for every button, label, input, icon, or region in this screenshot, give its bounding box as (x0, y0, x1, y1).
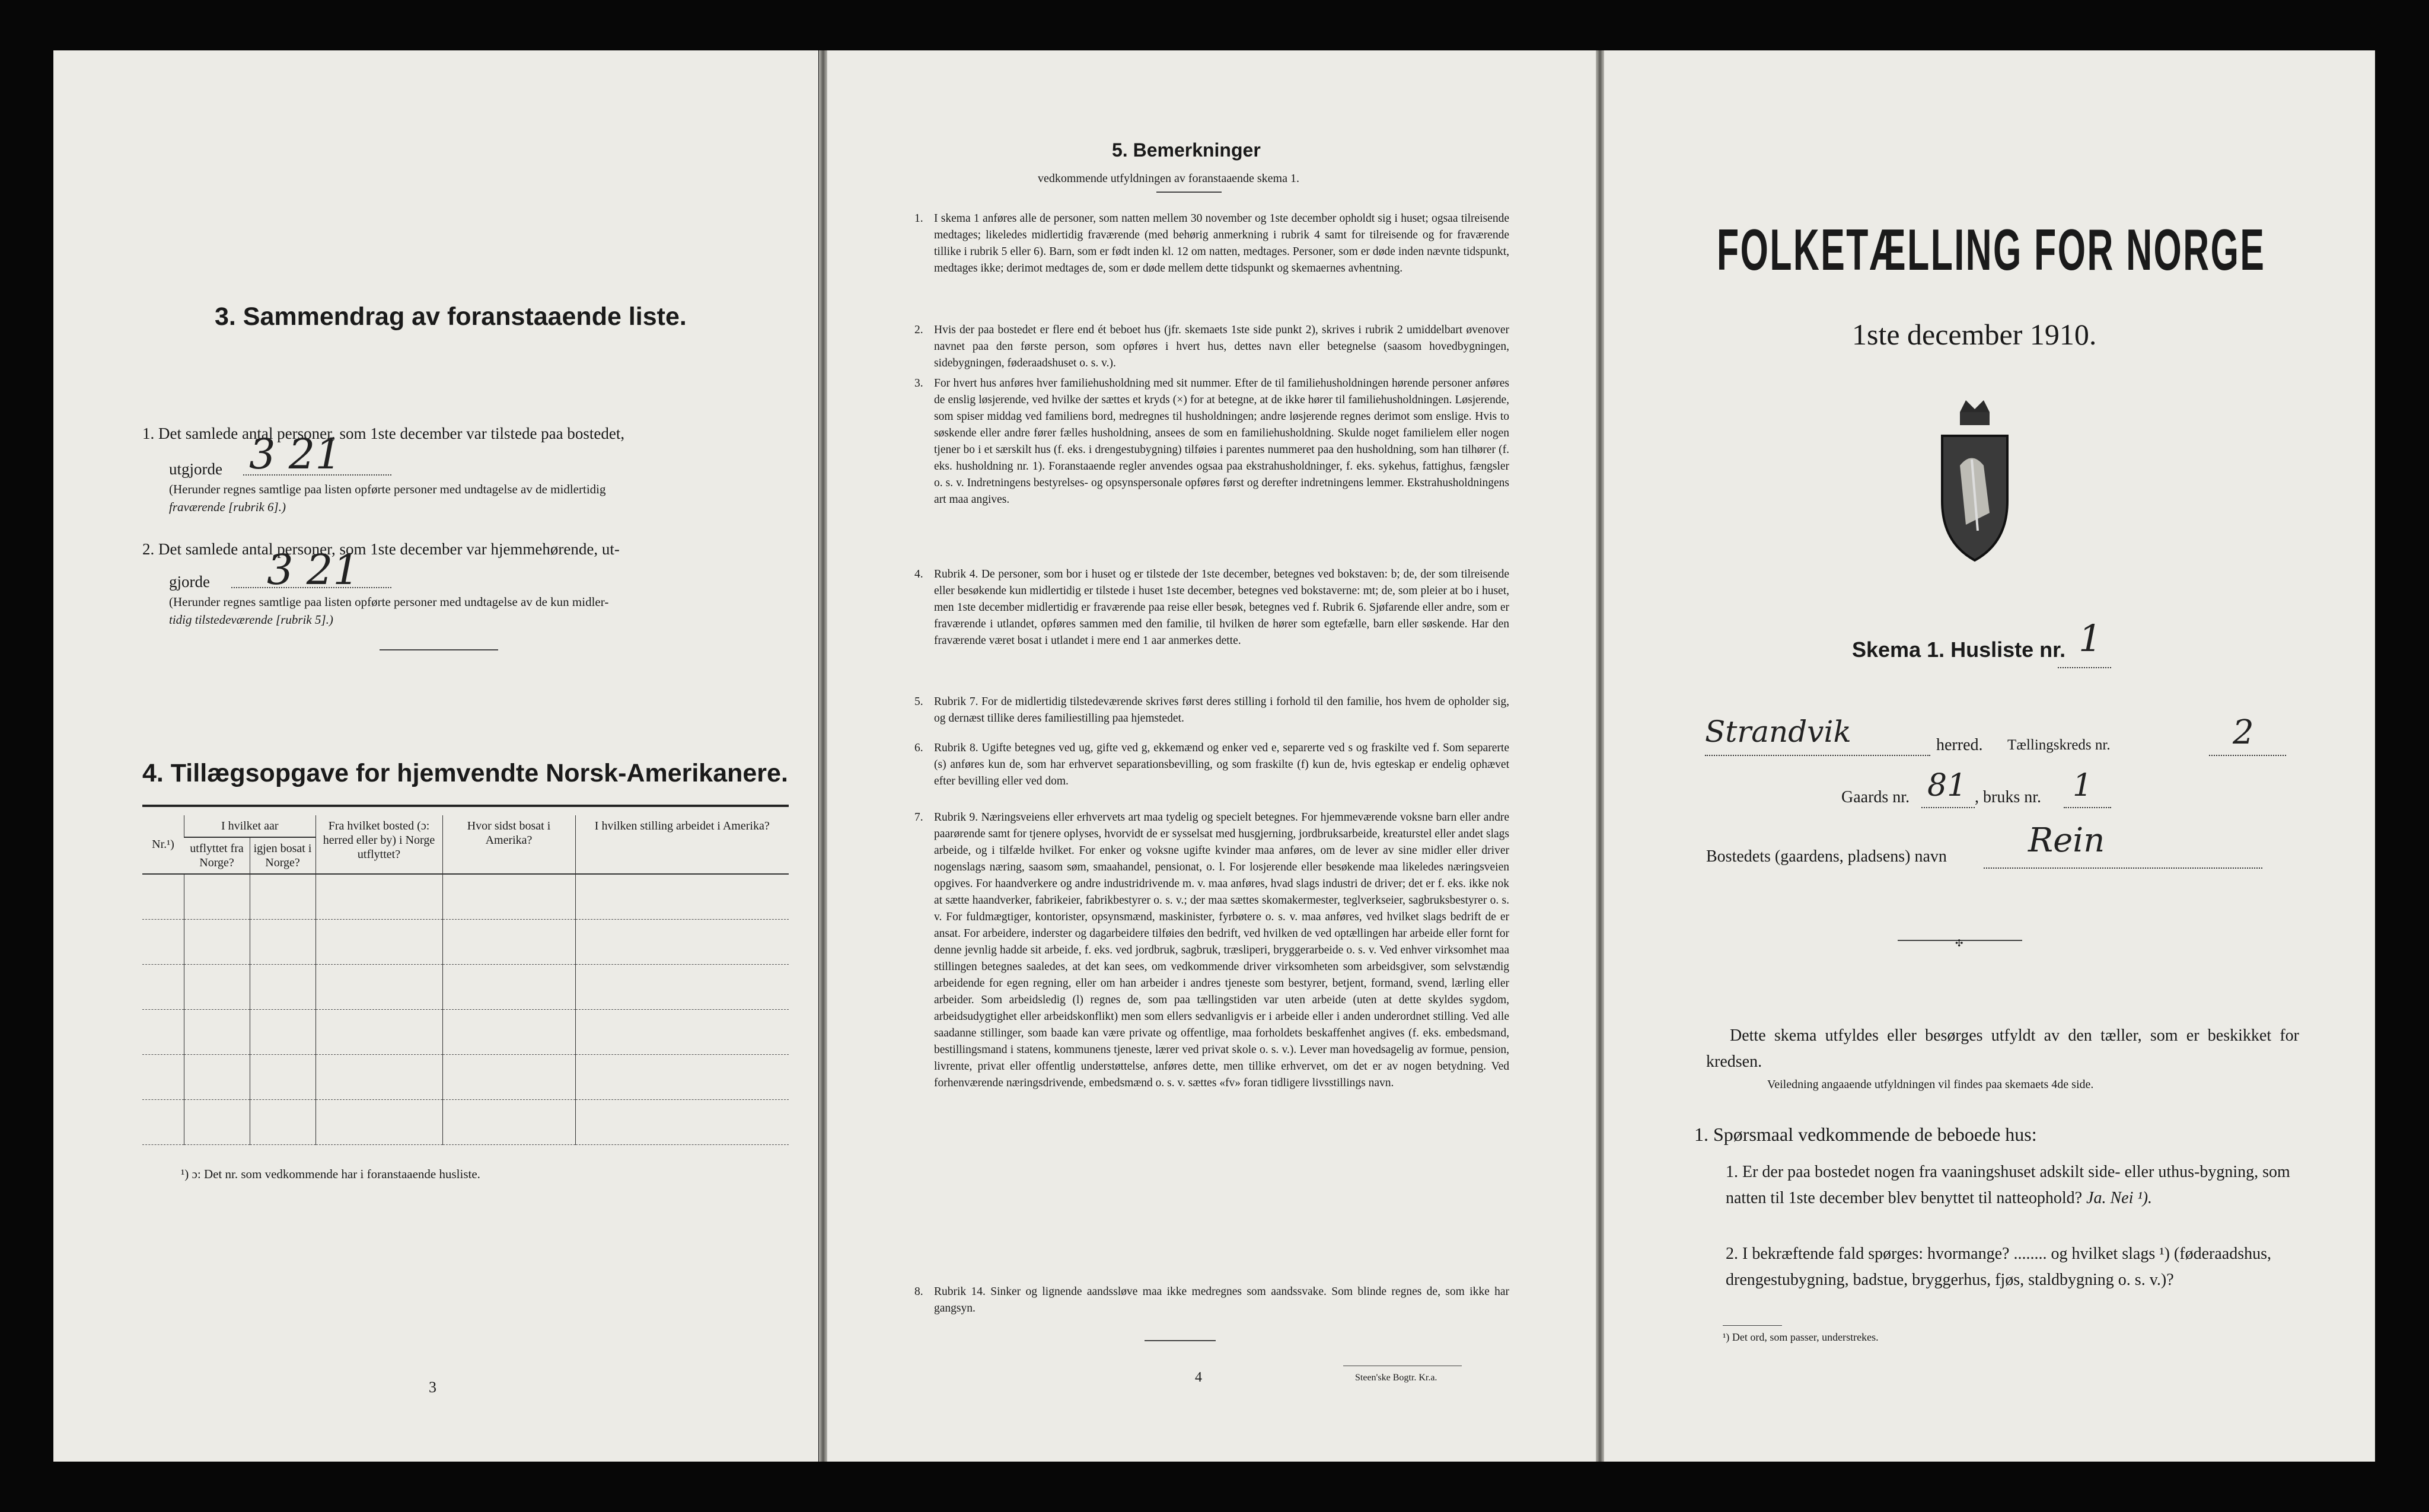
spine-left (819, 50, 827, 1462)
col-igjen-bosat: igjen bosat i Norge? (250, 837, 315, 874)
skema-hand: 1 (2079, 617, 2102, 660)
section3-title: 3. Sammendrag av foranstaaende liste. (215, 302, 687, 331)
bosted-label: Bostedets (gaardens, pladsens) navn (1706, 847, 1947, 866)
remark-1: 1. I skema 1 anføres alle de personer, som natten mellem 30 november og 1ste december opholdt sig i huset; ogsaa tilreisende medtages; likeledes midlertidig fraværende (med behørig anmerkning i rubrik 4 samt for tilreisende og for fraværende tillike i rubrik 5 eller 6). Barn, som er født inden kl. 12 om natten, medtages. Personer, som er døde inden nævnte tidspunkt, medtages ikke; derimot medtages de, som er døde mellem dette tidspunkt og skemaernes avhentning. (914, 212, 1509, 275)
table-row (142, 1100, 789, 1145)
question-1 (1726, 1159, 2301, 1211)
remark-4: 4. Rubrik 4. De personer, som bor i huset og er tilstede der 1ste december, betegnes ved bokstaven: b; de, der som tilreisende eller besøkende kun midlertidig er tilstede i huset 1ste december, betegnes ved bokstaverne: mt; de, som pleier at bo i huset, men 1ste december midlertidig er fraværende paa reise eller besøk, betegnes ved f. Rubrik 6. Sjøfarende eller andre, som er fraværende i utlandet, opføres sammen med den familie, til hvilken de hører som egtefælle, barn eller søskende. Har den fraværende været bosat i utlandet i mere end 1 aar anmerkes dette. (914, 568, 1509, 647)
item2-line: 2. Det samlede antal personer, som 1ste december var hjemmehørende, ut- (142, 540, 620, 558)
herred-hand: Strandvik (1705, 714, 1851, 749)
intro-note: Veiledning angaaende utfyldningen vil findes paa skemaets 4de side. (1767, 1078, 2094, 1091)
item2-note-1: (Herunder regnes samtlige paa listen opførte personer med undtagelse av de kun midler- (169, 595, 609, 609)
bemerkninger-subtitle: vedkommende utfyldningen av foranstaaende skema 1. (1038, 172, 1299, 185)
item1-note-2: fraværende [rubrik 6].) (169, 500, 286, 514)
col-amerika: Hvor sidst bosat i Amerika? (442, 815, 575, 874)
item1-line: 1. Det samlede antal personer, som 1ste december var tilstede paa bostedet, (142, 425, 625, 442)
printer-mark: Steen'ske Bogtr. Kr.a. (1355, 1373, 1437, 1383)
kreds-dotted (2209, 755, 2286, 756)
census-title: FOLKETÆLLING FOR NORGE (1717, 217, 2266, 282)
end-rule (1145, 1340, 1216, 1341)
herred-dotted (1705, 755, 1930, 756)
table-row (142, 1055, 789, 1100)
page-left (53, 50, 818, 1462)
col-nr: Nr.¹) (152, 838, 174, 851)
remark-2: 2. Hvis der paa bostedet er flere end ét beboet hus (jfr. skemaets 1ste side punkt 2), skrives i rubrik 2 umiddelbart øvenover navnet paa den første person, som opføres i hvert hus, dettes navn eller betegnelse (saasom hovedbygningen, sidebygningen, føderaadshuset o. s. v.). (914, 324, 1509, 369)
remark-7: 7. Rubrik 9. Næringsveiens eller erhvervets art maa tydelig og specielt betegnes. For hjemmeværende voksne barn eller andre paarørende samt for tjenere oplyses, hvorvidt de er sysselsat med husgjerning, jordbruksarbeide, kreaturstel eller andet slags arbeide, og i tilfælde hvilket. For enker og voksne ugifte kvinder maa anføres, om de lever av sine midler eller driver nogenslags næring, saasom søm, smaahandel, pensionat, o. l. For losjerende eller besøkende maa likeledes næringsveien opgives. For haandverkere og andre industridrivende m. v. maa anføres, hvad slags industri de driver; det er f. eks. ikke nok at sætte haandverker, fabrikeier, fabrikbestyrer o. s. v.; der maa sættes skomakermester, teglverkseier, sagbruksbestyrer o. s. v. For fuldmægtiger, kontorister, opsynsmænd, maskinister, fyrbøtere o. s. v. maa anføres, ved hvilket slags bedrift de er ansat. For arbeidere, inderster og dagarbeidere tilføies den bedrift, ved hvilken de ved optællingen har arbeide eller fornt for denne jevnlig hadde sit arbeide, f. eks. ved jordbruk, sagbruk, træsliperi, bryggerarbeide o. s. v. Ved enhver virksomhet maa stillingen betegnes saaledes, at det kan sees, om vedkommende driver virksomheten som arbeidsgiver, som selvstændig arbeidende for egen regning, eller om han arbeider i andres tjeneste som bestyrer, betjent, formand, svend, lærling eller arbeider. Som arbeidsledig (l) regnes de, som paa tællingstiden var uten arbeide (uten at dette skyldes sygdom, arbeidsudygtighet eller arbeidskonflikt) men som ellers sedvanligvis er i arbeide eller i anden underordnet stilling. Ved alle saadanne stillinger, som baade kan være private og offentlige, maa forholdets beskaffenhet angives (f. eks. embedsmand, bestillingsmand i statens, kommunens tjeneste, lærer ved privat skole o. s. v.). Lever man hovedsagelig av formue, pension, livrente, privat eller offentlig understøttelse, anføres dette, men tillike erhvervet, om det er av nogen betydning. Ved forhenværende næringsdrivende, embedsmænd o. s. v. sættes «fv» foran tidligere livsstillings navn. (914, 811, 1509, 1089)
table-footnote: ¹) ɔ: Det nr. som vedkommende har i foranstaaende husliste. (181, 1167, 480, 1181)
remark-5: 5. Rubrik 7. For de midlertidig tilstedeværende skrives først deres stilling i forhold til den familie, hos hvem de opholder sig, og dernæst tillike deres familiestilling paa hjemstedet. (914, 696, 1509, 725)
census-date: 1ste december 1910. (1852, 318, 2097, 351)
table-row (142, 1010, 789, 1055)
item2-handwriting: 3 21 (267, 546, 359, 594)
table-row (142, 874, 789, 920)
spine-right (1596, 50, 1604, 1462)
bruks-dotted (2064, 807, 2111, 808)
gaards-dotted (1921, 807, 1975, 808)
ornament-icon: ✣ (1955, 939, 1963, 949)
skema-dotted (2058, 667, 2111, 668)
item2-note-2: tidig tilstedeværende [rubrik 5].) (169, 613, 333, 627)
remark-6: 6. Rubrik 8. Ugifte betegnes ved ug, gifte ved g, ekkemænd og enker ved e, separerte ved s og fraskilte ved f. Som separerte (s) anføres kun de, som har erhvervet separationsbevilling, og som fraskilte (f) kun de, hvis egteskap er endelig ophævet efter bevilling eller ved dom. (914, 742, 1509, 787)
table-row (142, 965, 789, 1010)
kreds-label: Tællingskreds nr. (2007, 737, 2111, 753)
item2-dotted-line (231, 587, 391, 588)
table-top-rule (142, 805, 789, 807)
norway-coat-of-arms (1936, 394, 2013, 566)
intro-text: Dette skema utfyldes eller besørges utfyldt av den tæller, som er beskikket for kredsen. (1706, 1026, 2299, 1071)
section4-title: 4. Tillægsopgave for hjemvendte Norsk-Amerikanere. (142, 759, 788, 787)
page-middle (827, 50, 1598, 1462)
section3-item1 (142, 418, 795, 449)
question-1-answer[interactable]: Ja. Nei ¹). (2086, 1189, 2153, 1207)
question-heading: 1. Spørsmaal vedkommende de beboede hus: (1694, 1124, 2037, 1145)
page-right (1604, 50, 2375, 1462)
gaards-label: Gaards nr. (1841, 788, 1910, 806)
bemerkninger-title: 5. Bemerkninger (1112, 139, 1261, 161)
item1-handwriting: 3 21 (249, 430, 342, 479)
question-2: 2. I bekræftende fald spørges: hvormange? ........ og hvilket slags ¹) (føderaadshus, drengestubygning, badstue, bryggerhus, fjøs, staldbygning o. s. v.)? (1726, 1245, 2271, 1289)
bruks-hand: 1 (2073, 768, 2093, 803)
col-utflyttet: utflyttet fra Norge? (190, 842, 244, 869)
divider (380, 649, 498, 650)
right-footnote: ¹) Det ord, som passer, understrekes. (1723, 1331, 1879, 1343)
subtitle-rule (1156, 192, 1222, 193)
footnote-rule (1723, 1325, 1782, 1326)
bosted-hand: Rein (2028, 821, 2105, 860)
question-1-text: 1. Er der paa bostedet nogen fra vaaningshuset adskilt side- eller uthus-bygning, som natten til 1ste december blev benyttet til natteophold? (1726, 1163, 2290, 1207)
remark-3: 3. For hvert hus anføres hver familiehusholdning med sit nummer. Efter de til familiehusholdningen hørende personer anføres de enslig løsjerende, ved hvilke der sættes et kryds (×) for at betegne, at de ikke hører til familiehusholdningen. Løsjerende, som spiser middag ved familiens bord, medregnes til husholdningen; andre løsjerende regnes derimot som enslige. Hvis to søskende eller andre fører fælles husholdning, ansees de som en familiehusholdning. Skulde noget familielem eller nogen tjener bo i et særskilt hus (f. eks. i drengestubygning) tilføies i parentes nummeret paa den husholdning, som han tilhører (f. eks. husholdning nr. 1). Foranstaaende regler anvendes ogsaa paa ekstrahusholdninger, f. eks. sykehus, fattighus, fængsler o. s. v. Indretningens bestyrelses- og opsynspersonale opføres først og derefter indretningens lemmer. Ekstrahusholdningens art maa angives. (914, 377, 1509, 506)
skema-label: Skema 1. Husliste nr. (1852, 637, 2066, 662)
col-stilling: I hvilken stilling arbeidet i Amerika? (575, 815, 789, 874)
bruks-label: , bruks nr. (1975, 788, 2041, 806)
page-number-3: 3 (429, 1379, 436, 1396)
herred-label: herred. (1936, 736, 1983, 754)
item1-label: utgjorde (169, 460, 222, 478)
bosted-dotted (1984, 867, 2262, 869)
item1-dotted-line (243, 474, 391, 476)
col-group-year: I hvilket aar (184, 815, 316, 837)
kreds-hand: 2 (2233, 713, 2254, 752)
gaards-hand: 81 (1927, 768, 1967, 803)
item1-note-1: (Herunder regnes samtlige paa listen opførte personer med undtagelse av de midlertidig (169, 482, 606, 496)
remark-8: 8. Rubrik 14. Sinker og lignende aandssløve maa ikke medregnes som aandssvake. Som blinde regnes de, som ikke har gangsyn. (914, 1285, 1509, 1315)
page-number-4: 4 (1195, 1370, 1202, 1385)
col-bosted: Fra hvilket bosted (ɔ: herred eller by) i Norge utflyttet? (315, 815, 442, 874)
item2-label: gjorde (169, 573, 210, 591)
table-row (142, 920, 789, 965)
norsk-amerikanere-table (142, 815, 789, 1145)
